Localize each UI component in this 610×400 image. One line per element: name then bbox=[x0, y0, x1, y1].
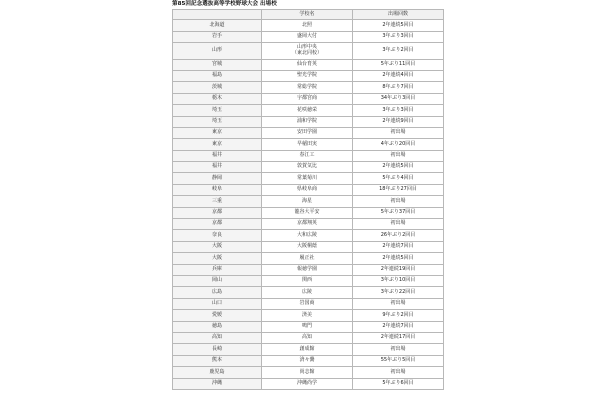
table-row bbox=[173, 367, 444, 378]
school-name-cell: 北照 bbox=[262, 20, 353, 31]
appearance-count-cell: 3年ぶり22回目 bbox=[353, 287, 444, 298]
school-name-cell: 花咲徳栄 bbox=[262, 105, 353, 116]
school-name-cell: 関西 bbox=[262, 275, 353, 286]
appearance-count-cell: 5年ぶり11回目 bbox=[353, 59, 444, 70]
prefecture-cell: 鹿児島 bbox=[173, 367, 262, 378]
school-name-cell: 常総学院 bbox=[262, 82, 353, 93]
prefecture-cell: 宮城 bbox=[173, 59, 262, 70]
school-name-cell: 済美 bbox=[262, 310, 353, 321]
participant-table bbox=[172, 9, 444, 390]
appearance-count-cell: 2年連続4回目 bbox=[353, 70, 444, 81]
appearance-count-cell: 3年ぶり3回目 bbox=[353, 105, 444, 116]
prefecture-cell: 広島 bbox=[173, 287, 262, 298]
table-row bbox=[173, 93, 444, 104]
table-row bbox=[173, 105, 444, 116]
appearance-count-cell: 55年ぶり5回目 bbox=[353, 355, 444, 366]
table-row bbox=[173, 173, 444, 184]
appearance-count-cell: 2年連続17回目 bbox=[353, 332, 444, 343]
table-row bbox=[173, 321, 444, 332]
appearance-count-cell: 初出場 bbox=[353, 367, 444, 378]
table-row bbox=[173, 241, 444, 252]
appearance-count-cell: 2年連続5回目 bbox=[353, 253, 444, 264]
school-name-cell: 大和広陵 bbox=[262, 230, 353, 241]
school-name-cell: 尚志館 bbox=[262, 367, 353, 378]
school-name-cell: 早稲田実 bbox=[262, 139, 353, 150]
prefecture-cell: 熊本 bbox=[173, 355, 262, 366]
school-name-cell: 浦和学院 bbox=[262, 116, 353, 127]
table-row bbox=[173, 355, 444, 366]
school-name-cell: 宇都宮商 bbox=[262, 93, 353, 104]
appearance-count-cell: 初出場 bbox=[353, 150, 444, 161]
table-row bbox=[173, 344, 444, 355]
prefecture-cell: 大阪 bbox=[173, 241, 262, 252]
table-row bbox=[173, 332, 444, 343]
school-name-cell: 京都翔英 bbox=[262, 219, 353, 230]
table-row bbox=[173, 275, 444, 286]
prefecture-cell: 埼玉 bbox=[173, 105, 262, 116]
document-title: 第85回記念選抜高等学校野球大会 出場校 bbox=[172, 1, 277, 7]
table-row bbox=[173, 207, 444, 218]
prefecture-cell: 京都 bbox=[173, 207, 262, 218]
appearance-count-cell: 3年ぶり10回目 bbox=[353, 275, 444, 286]
table-row bbox=[173, 196, 444, 207]
table-row bbox=[173, 219, 444, 230]
appearance-count-cell: 3年ぶり2回目 bbox=[353, 42, 444, 59]
table-header-row bbox=[173, 10, 444, 20]
prefecture-cell: 沖縄 bbox=[173, 378, 262, 389]
prefecture-cell: 愛媛 bbox=[173, 310, 262, 321]
school-name-cell: 報徳学園 bbox=[262, 264, 353, 275]
school-name-cell: 敦賀気比 bbox=[262, 162, 353, 173]
school-name-cell: 高知 bbox=[262, 332, 353, 343]
table-row bbox=[173, 31, 444, 42]
prefecture-cell: 奈良 bbox=[173, 230, 262, 241]
school-name-cell: 山形中央 （東北同校） bbox=[262, 42, 353, 59]
appearance-count-cell: 9年ぶり2回目 bbox=[353, 310, 444, 321]
header-prefecture bbox=[173, 10, 262, 20]
prefecture-cell: 茨城 bbox=[173, 82, 262, 93]
prefecture-cell: 埼玉 bbox=[173, 116, 262, 127]
table-row bbox=[173, 184, 444, 195]
appearance-count-cell: 2年連続7回目 bbox=[353, 241, 444, 252]
appearance-count-cell: 初出場 bbox=[353, 127, 444, 138]
header-school-name: 学校名 bbox=[262, 10, 353, 20]
school-name-cell: 沖縄尚学 bbox=[262, 378, 353, 389]
table-row bbox=[173, 378, 444, 389]
table-row bbox=[173, 20, 444, 31]
school-name-cell: 岩国商 bbox=[262, 298, 353, 309]
prefecture-cell: 福井 bbox=[173, 150, 262, 161]
prefecture-cell: 山口 bbox=[173, 298, 262, 309]
school-name-cell: 春江工 bbox=[262, 150, 353, 161]
table-row bbox=[173, 70, 444, 81]
appearance-count-cell: 2年連続7回目 bbox=[353, 321, 444, 332]
school-name-cell: 創成館 bbox=[262, 344, 353, 355]
prefecture-cell: 高知 bbox=[173, 332, 262, 343]
appearance-count-cell: 初出場 bbox=[353, 344, 444, 355]
appearance-count-cell: 4年ぶり20回目 bbox=[353, 139, 444, 150]
table-row bbox=[173, 253, 444, 264]
prefecture-cell: 長崎 bbox=[173, 344, 262, 355]
prefecture-cell: 東京 bbox=[173, 127, 262, 138]
school-name-cell: 安田学園 bbox=[262, 127, 353, 138]
table-row bbox=[173, 139, 444, 150]
table-row bbox=[173, 59, 444, 70]
prefecture-cell: 京都 bbox=[173, 219, 262, 230]
prefecture-cell: 三重 bbox=[173, 196, 262, 207]
table-row bbox=[173, 42, 444, 59]
prefecture-cell: 兵庫 bbox=[173, 264, 262, 275]
school-name-cell: 龍谷大平安 bbox=[262, 207, 353, 218]
appearance-count-cell: 初出場 bbox=[353, 219, 444, 230]
prefecture-cell: 福井 bbox=[173, 162, 262, 173]
table-row bbox=[173, 127, 444, 138]
prefecture-cell: 岡山 bbox=[173, 275, 262, 286]
school-name-cell: 海星 bbox=[262, 196, 353, 207]
table-row bbox=[173, 287, 444, 298]
prefecture-cell: 岐阜 bbox=[173, 184, 262, 195]
table-row bbox=[173, 298, 444, 309]
prefecture-cell: 北海道 bbox=[173, 20, 262, 31]
prefecture-cell: 徳島 bbox=[173, 321, 262, 332]
table-row bbox=[173, 162, 444, 173]
prefecture-cell: 栃木 bbox=[173, 93, 262, 104]
school-name-cell: 鳴門 bbox=[262, 321, 353, 332]
appearance-count-cell: 2年連続9回目 bbox=[353, 116, 444, 127]
appearance-count-cell: 3年ぶり3回目 bbox=[353, 31, 444, 42]
table-row bbox=[173, 230, 444, 241]
school-name-cell: 大阪桐蔭 bbox=[262, 241, 353, 252]
table-row bbox=[173, 264, 444, 275]
appearance-count-cell: 2年連続5回目 bbox=[353, 162, 444, 173]
school-name-cell: 広陵 bbox=[262, 287, 353, 298]
school-name-cell: 仙台育英 bbox=[262, 59, 353, 70]
prefecture-cell: 東京 bbox=[173, 139, 262, 150]
prefecture-cell: 静岡 bbox=[173, 173, 262, 184]
table-row bbox=[173, 310, 444, 321]
prefecture-cell: 山形 bbox=[173, 42, 262, 59]
appearance-count-cell: 18年ぶり27回目 bbox=[353, 184, 444, 195]
table-row bbox=[173, 150, 444, 161]
table-row bbox=[173, 116, 444, 127]
appearance-count-cell: 34年ぶり3回目 bbox=[353, 93, 444, 104]
appearance-count-cell: 26年ぶり2回目 bbox=[353, 230, 444, 241]
appearance-count-cell: 5年ぶり37回目 bbox=[353, 207, 444, 218]
school-name-cell: 聖光学院 bbox=[262, 70, 353, 81]
header-appearance-count: 出場回数 bbox=[353, 10, 444, 20]
school-name-cell: 県岐阜商 bbox=[262, 184, 353, 195]
school-name-cell: 常葉菊川 bbox=[262, 173, 353, 184]
school-name-cell: 履正社 bbox=[262, 253, 353, 264]
appearance-count-cell: 初出場 bbox=[353, 196, 444, 207]
appearance-count-cell: 8年ぶり7回目 bbox=[353, 82, 444, 93]
appearance-count-cell: 5年ぶり4回目 bbox=[353, 173, 444, 184]
appearance-count-cell: 2年連続5回目 bbox=[353, 20, 444, 31]
appearance-count-cell: 5年ぶり6回目 bbox=[353, 378, 444, 389]
appearance-count-cell: 初出場 bbox=[353, 298, 444, 309]
school-name-cell: 済々黌 bbox=[262, 355, 353, 366]
prefecture-cell: 岩手 bbox=[173, 31, 262, 42]
prefecture-cell: 福島 bbox=[173, 70, 262, 81]
table-row bbox=[173, 82, 444, 93]
prefecture-cell: 大阪 bbox=[173, 253, 262, 264]
appearance-count-cell: 2年連続19回目 bbox=[353, 264, 444, 275]
school-name-cell: 盛岡大付 bbox=[262, 31, 353, 42]
